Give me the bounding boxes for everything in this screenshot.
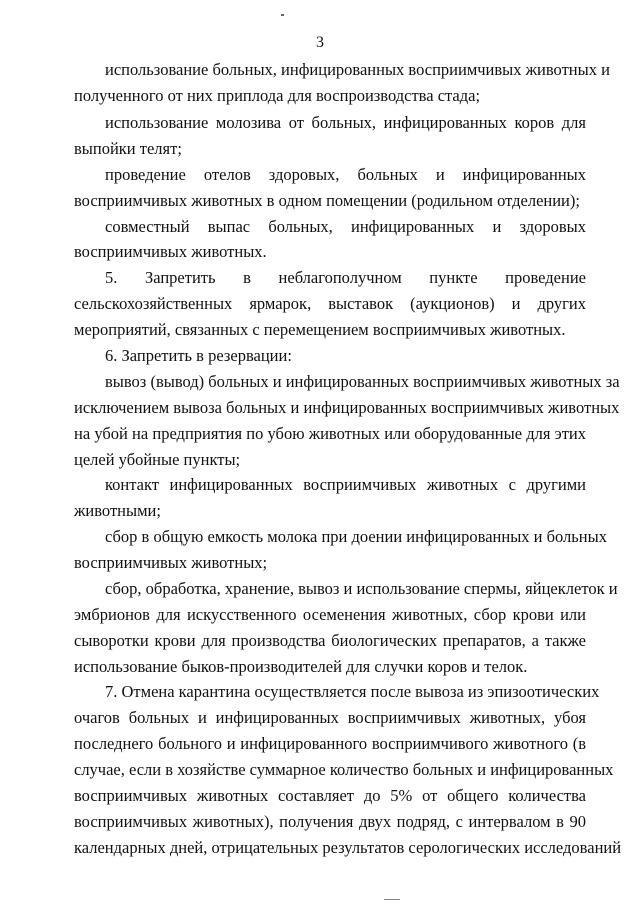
text-line: на убой на предприятия по убою животных или оборудованные для этих bbox=[74, 424, 586, 443]
scan-mark bbox=[384, 899, 400, 900]
text-line: восприимчивых животных), получения двух подряд, с интервалом в 90 bbox=[74, 812, 586, 831]
text-line: восприимчивых животных. bbox=[74, 242, 267, 261]
text-line: сыворотки крови для производства биологических препаратов, а также bbox=[74, 631, 586, 650]
text-line: проведение отелов здоровых, больных и инфицированных bbox=[105, 165, 586, 184]
text-line: совместный выпас больных, инфицированных и здоровых bbox=[105, 217, 586, 236]
text-line: исключением вывоза больных и инфицированных восприимчивых животных bbox=[74, 398, 620, 417]
text-line: выпойки телят; bbox=[74, 139, 182, 158]
text-line: сбор в общую емкость молока при доении инфицированных и больных bbox=[105, 527, 607, 546]
text-line: вывоз (вывод) больных и инфицированных восприимчивых животных за bbox=[105, 372, 620, 391]
text-line: очагов больных и инфицированных восприимчивых животных, убоя bbox=[74, 708, 586, 727]
text-line: 7. Отмена карантина осуществляется после вывоза из эпизоотических bbox=[105, 682, 600, 701]
text-line: мероприятий, связанных с перемещением восприимчивых животных. bbox=[74, 320, 566, 339]
text-line: сельскохозяйственных ярмарок, выставок (аукционов) и других bbox=[74, 294, 586, 313]
text-line: использование быков-производителей для случки коров и телок. bbox=[74, 657, 528, 676]
text-line: 6. Запретить в резервации: bbox=[105, 346, 292, 365]
scan-speck bbox=[281, 14, 284, 16]
text-line: календарных дней, отрицательных результатов серологических исследований bbox=[74, 838, 622, 857]
text-line: восприимчивых животных составляет до 5% от общего количества bbox=[74, 786, 586, 805]
text-line: использование больных, инфицированных восприимчивых животных и bbox=[105, 60, 610, 79]
page-number: 3 bbox=[316, 34, 324, 51]
text-line: восприимчивых животных в одном помещении (родильном отделении); bbox=[74, 191, 580, 210]
text-line: целей убойные пункты; bbox=[74, 450, 241, 469]
text-line: случае, если в хозяйстве суммарное количество больных и инфицированных bbox=[74, 760, 614, 779]
text-line: восприимчивых животных; bbox=[74, 553, 268, 572]
text-line: животными; bbox=[74, 501, 161, 520]
text-line: использование молозива от больных, инфицированных коров для bbox=[105, 113, 586, 132]
text-line: сбор, обработка, хранение, вывоз и использование спермы, яйцеклеток и bbox=[105, 579, 618, 598]
text-line: полученного от них приплода для воспроизводства стада; bbox=[74, 86, 481, 105]
text-line: 5. Запретить в неблагополучном пункте проведение bbox=[105, 268, 586, 287]
text-line: последнего больного и инфицированного восприимчивого животного (в bbox=[74, 734, 586, 753]
text-line: контакт инфицированных восприимчивых животных с другими bbox=[105, 475, 586, 494]
text-line: эмбрионов для искусственного осеменения животных, сбор крови или bbox=[74, 605, 586, 624]
